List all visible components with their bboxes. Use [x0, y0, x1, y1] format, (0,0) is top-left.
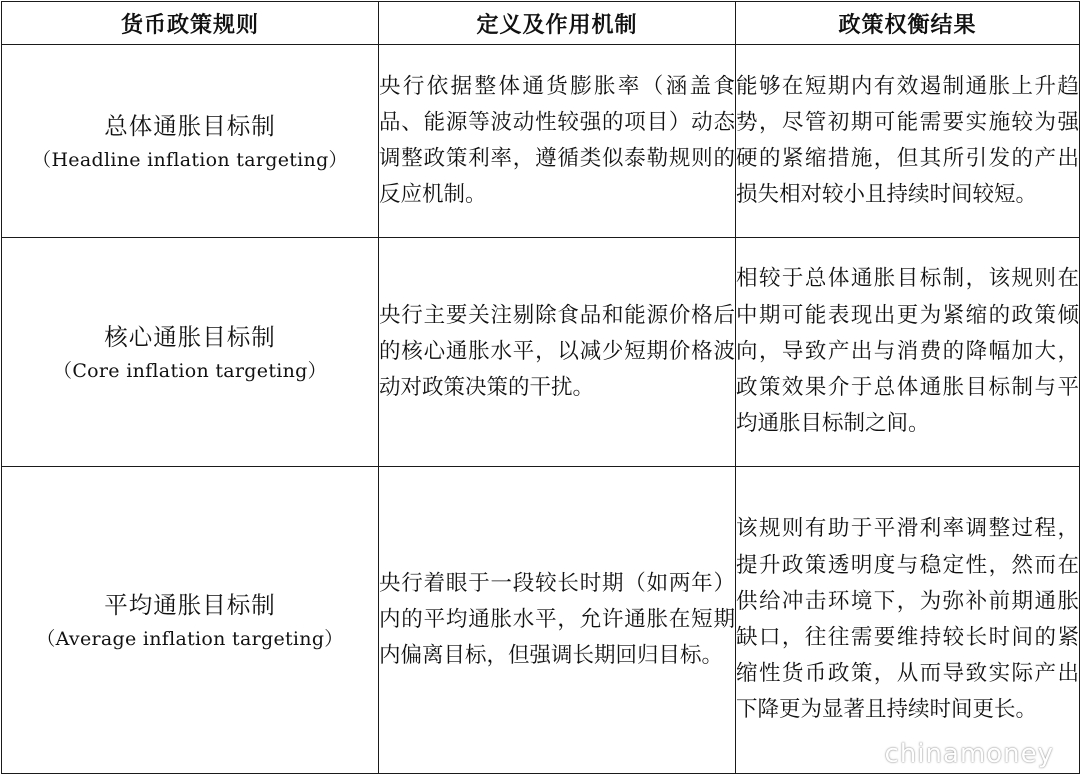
rule-cell [2, 467, 379, 774]
result-cell: 该规则有助于平滑利率调整过程，提升政策透明度与稳定性，然而在供给冲击环境下，为弥补前期通胀缺口，往往需要维持较长时间的紧缩性货币政策，从而导致实际产出下降更为显著且持续时间更长。 [736, 467, 1080, 774]
rule-name-cn: 平均通胀目标制 [104, 591, 276, 619]
rule-name-en: （Average inflation targeting） [36, 628, 344, 650]
definition-cell: 央行着眼于一段较长时期（如两年）内的平均通胀水平，允许通胀在短期内偏离目标，但强调长期回归目标。 [379, 467, 736, 774]
definition-cell: 央行主要关注剔除食品和能源价格后的核心通胀水平，以减少短期价格波动对政策决策的干扰。 [379, 238, 736, 467]
rule-cell [2, 45, 379, 238]
rule-name-en: （Headline inflation targeting） [32, 149, 348, 171]
rule-cell [2, 238, 379, 467]
result-cell: 相较于总体通胀目标制，该规则在中期可能表现出更为紧缩的政策倾向，导致产出与消费的降幅加大，政策效果介于总体通胀目标制与平均通胀目标制之间。 [736, 238, 1080, 467]
header-definition-mechanism: 定义及作用机制 [379, 2, 736, 45]
rule-name-en: （Core inflation targeting） [53, 360, 327, 382]
policy-rules-table [1, 1, 1080, 774]
table-row-core [2, 238, 1080, 467]
rule-name-cn: 总体通胀目标制 [104, 112, 276, 140]
definition-cell: 央行依据整体通货膨胀率（涵盖食品、能源等波动性较强的项目）动态调整政策利率，遵循类似泰勒规则的反应机制。 [379, 45, 736, 238]
table-header-row [2, 2, 1080, 45]
rule-name-cn: 核心通胀目标制 [104, 323, 276, 351]
table-row-average [2, 467, 1080, 774]
result-cell: 能够在短期内有效遏制通胀上升趋势，尽管初期可能需要实施较为强硬的紧缩措施，但其所引发的产出损失相对较小且持续时间较短。 [736, 45, 1080, 238]
table-row-headline [2, 45, 1080, 238]
header-policy-rule: 货币政策规则 [2, 2, 379, 45]
header-policy-tradeoff: 政策权衡结果 [736, 2, 1080, 45]
watermark: chinamoney [884, 739, 1054, 769]
